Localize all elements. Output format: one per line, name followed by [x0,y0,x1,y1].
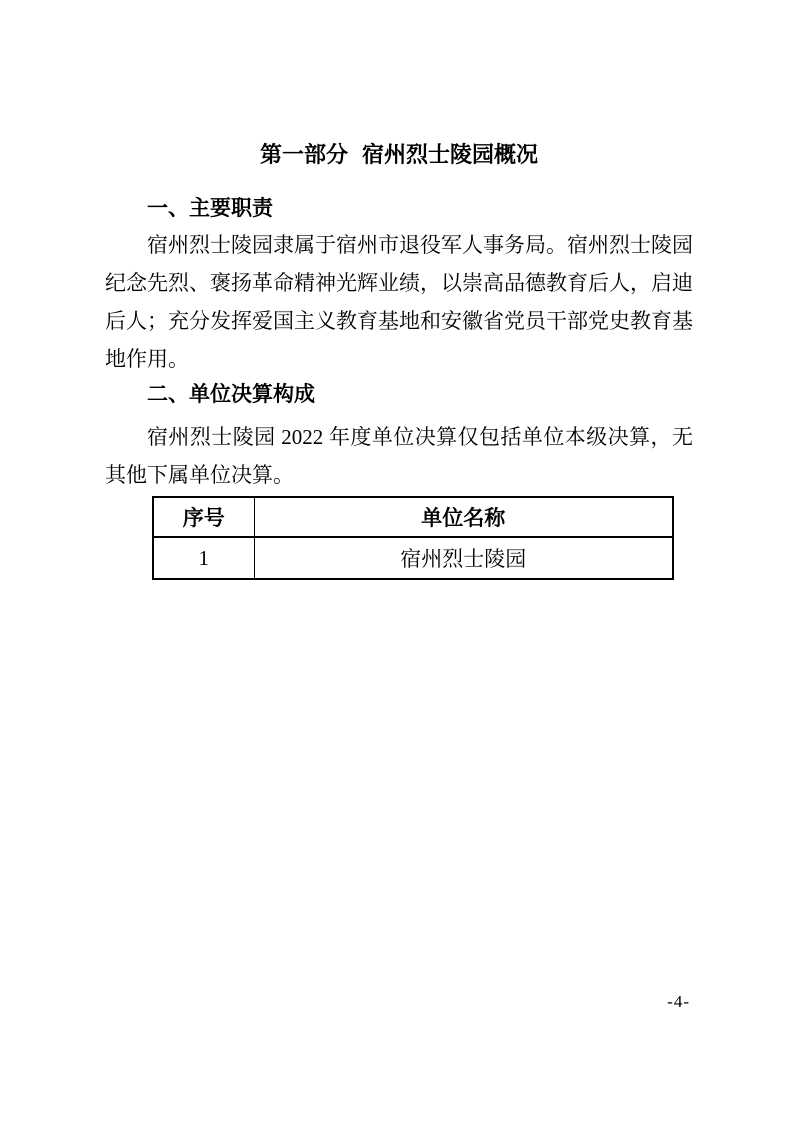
page-title: 第一部分 宿州烈士陵园概况 [259,142,539,167]
section-2-paragraph: 宿州烈士陵园 2022 年度单位决算仅包括单位本级决算，无其他下属单位决算。 [105,425,693,487]
table-row [153,537,673,579]
section-1-heading: 一、主要职责 [147,197,273,220]
section-1-paragraph: 宿州烈士陵园隶属于宿州市退役军人事务局。宿州烈士陵园纪念先烈、褒扬革命精神光辉业绩，以崇高品德教育后人，启迪后人；充分发挥爱国主义教育基地和安徽省党员干部党史教育基地作用。 [105,233,693,371]
document-content [105,0,693,580]
table-header-row [153,497,673,537]
table-cell-unit-name: 宿州烈士陵园 [254,537,673,579]
table-cell-index: 1 [153,537,254,579]
table-header-index: 序号 [153,497,254,537]
section-2-heading: 二、单位决算构成 [147,383,315,406]
table-header-unit-name: 单位名称 [254,497,673,537]
page-number: -4- [667,992,690,1011]
unit-composition-table [152,496,674,580]
